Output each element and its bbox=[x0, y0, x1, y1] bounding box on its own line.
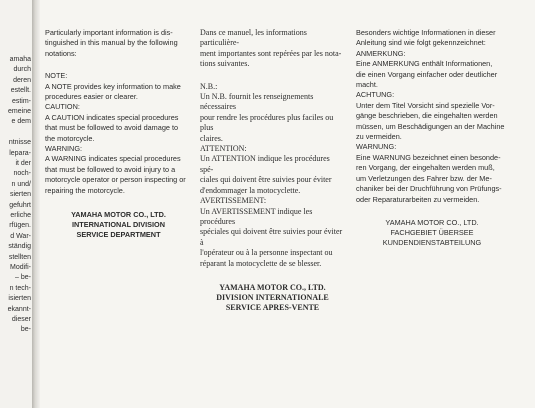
french-note-text: Un N.B. fournit les renseignements nécessaires pour rendre les procédures plus faciles ou plus claires. bbox=[200, 92, 334, 143]
english-warning-heading: WARNING: bbox=[45, 144, 83, 154]
facing-page-line: – be- bbox=[15, 274, 31, 282]
german-signature: YAMAHA MOTOR CO., LTD. FACHGEBIET ÜBERSEE KUNDENDIENSTABTEILUNG bbox=[382, 217, 482, 247]
french-intro: Dans ce manuel, les informations particulière- ment importantes sont repérées par les nota- tions suivantes. bbox=[200, 28, 342, 69]
german-intro: Besonders wichtige Informationen in dieser Anleitung sind wie folgt gekennzeichnet: bbox=[356, 28, 496, 48]
german-warning-heading: WARNUNG: bbox=[356, 142, 397, 152]
german-column bbox=[356, 28, 508, 247]
facing-page-line: Modifi- bbox=[9, 264, 31, 271]
facing-page-line: erliche bbox=[10, 212, 31, 219]
german-caution-text: Unter dem Titel Vorsicht sind spezielle Vor- gänge beschrieben, die eingehalten werden müssen, um Beschädigungen an der Machine zu vermeiden. bbox=[356, 100, 505, 142]
book-gutter bbox=[32, 0, 40, 408]
facing-page-line: emeine bbox=[8, 108, 31, 115]
german-note-text: Eine ANMERKUNG enthält Informationen, die einen Vorgang einfacher oder deutlicher macht. bbox=[356, 59, 498, 90]
facing-page-line: estim- bbox=[11, 97, 31, 105]
facing-page-line: n tech- bbox=[9, 284, 31, 292]
facing-page-line: noch- bbox=[13, 170, 31, 178]
facing-page-line: durch bbox=[13, 66, 31, 74]
facing-page-line: estellt. bbox=[10, 87, 31, 95]
german-note-heading: ANMERKUNG: bbox=[356, 48, 406, 58]
english-warning-text: A WARNING indicates special procedures that must be followed to avoid injury to a motorcycle operator or person inspecting or repairing the motorcycle. bbox=[45, 154, 186, 195]
facing-page-line: e dem bbox=[11, 118, 31, 126]
english-column bbox=[45, 28, 192, 239]
english-note-text: A NOTE provides key information to make procedures easier or clearer. bbox=[45, 81, 181, 102]
facing-page-fragment bbox=[0, 0, 33, 408]
german-caution-heading: ACHTUNG: bbox=[356, 90, 395, 100]
facing-page-line: stellten bbox=[8, 253, 31, 261]
facing-page-line: it der bbox=[15, 160, 31, 167]
french-column bbox=[200, 28, 345, 312]
french-note-heading: N.B.: bbox=[200, 81, 218, 91]
facing-page-line: ekannt- bbox=[7, 305, 31, 313]
english-intro: Particularly important information is dis- tinguished in this manual by the following notations: bbox=[45, 28, 178, 58]
french-warning-text: Un AVERTISSEMENT indique les procédures spéciales qui doivent être suivies pour éviter à l'opérateur ou à la personne inspectant ou réparant la motocyclette de se blesser. bbox=[200, 206, 343, 268]
facing-page-line: gefuhrt bbox=[9, 201, 31, 209]
english-note-heading: NOTE: bbox=[45, 71, 68, 81]
facing-page-line: lepara- bbox=[9, 149, 31, 157]
english-caution-heading: CAUTION: bbox=[45, 102, 80, 112]
facing-page-line: ntnisse bbox=[8, 139, 31, 147]
facing-page-line: d War- bbox=[10, 232, 31, 240]
facing-page-line: be- bbox=[20, 326, 31, 334]
french-caution-heading: ATTENTION: bbox=[200, 144, 247, 154]
facing-page-line: dieser bbox=[11, 316, 31, 323]
facing-page-line: deren bbox=[13, 76, 31, 84]
facing-page-line: amaha bbox=[9, 56, 31, 63]
facing-page-line: n und/ bbox=[11, 180, 31, 188]
french-caution-text: Un ATTENTION indique les procédures spé- ciales qui doivent être suivies pour éviter d'endommager la motocyclette. bbox=[200, 154, 332, 195]
facing-page-line: rfügen. bbox=[9, 222, 31, 230]
facing-page-line: isierten bbox=[8, 295, 31, 303]
facing-page-line: ständig bbox=[8, 243, 31, 251]
french-signature: YAMAHA MOTOR CO., LTD. DIVISION INTERNATIONALE SERVICE APRES-VENTE bbox=[216, 282, 329, 312]
english-caution-text: A CAUTION indicates special procedures that must be followed to avoid damage to the motorcycle. bbox=[45, 112, 179, 143]
german-warning-text: Eine WARNUNG bezeichnet einen besonde- ren Vorgang, der eingehalten werden muß, um Verletzungen des Fahrer bzw. der Me- chaniker bei der Druchführung von Prüfungs- oder Reparaturarbeiten zu vermeiden. bbox=[356, 152, 502, 204]
english-signature: YAMAHA MOTOR CO., LTD. INTERNATIONAL DIVISION SERVICE DEPARTMENT bbox=[71, 210, 166, 239]
french-warning-heading: AVERTISSEMENT: bbox=[200, 196, 267, 206]
facing-page-line: sierten bbox=[9, 191, 31, 199]
